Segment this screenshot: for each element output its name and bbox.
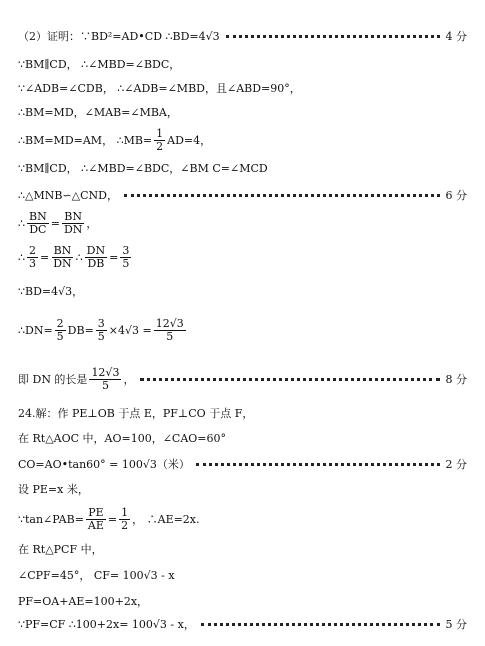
fraction	[85, 245, 107, 269]
line-text: ∵∠ADB=∠CDB， ∴∠ADB=∠MBD，且∠ABD=90°，	[18, 82, 301, 95]
line-text: =	[107, 512, 118, 526]
text-line	[18, 245, 467, 269]
fraction-denominator: 5	[56, 329, 64, 343]
line-text: =	[50, 216, 60, 230]
text-line	[18, 104, 467, 120]
text-line	[18, 367, 467, 391]
line-text: ∵BD=4√3，	[18, 285, 84, 298]
fraction-numerator: 1	[121, 506, 129, 519]
line-text: ∵BM∥CD， ∴∠MBD=∠BDC，	[18, 58, 181, 71]
fraction-numerator: 3	[97, 317, 105, 330]
score-label: 8 分	[445, 373, 467, 387]
fraction	[89, 367, 121, 391]
fraction-denominator: 2	[121, 518, 129, 532]
line-text: 设 PE=x 米，	[18, 483, 89, 496]
line-text: ∵tan∠PAB=	[18, 512, 84, 526]
fraction-denominator: 5	[101, 378, 109, 392]
fraction-numerator: BN	[64, 210, 83, 223]
score-label: 5 分	[445, 618, 467, 631]
line-text: ，	[86, 217, 98, 231]
line-text: ∠CPF=45°， CF= 100√3 - x	[18, 569, 175, 582]
dot-leader	[124, 194, 440, 197]
text-line	[18, 405, 467, 421]
text-line	[18, 430, 467, 446]
line-text: ∴	[18, 250, 25, 264]
line-text: ， ∴AE=2x.	[132, 513, 200, 527]
text-line	[18, 481, 467, 497]
text-line	[18, 56, 467, 72]
fraction	[120, 245, 131, 269]
fraction	[96, 318, 107, 342]
line-text: 24.解：作 PE⊥OB 于点 E，PF⊥CO 于点 F，	[18, 407, 254, 420]
line-text: AD=4，	[167, 134, 212, 148]
text-line	[18, 616, 467, 632]
text-line	[18, 283, 467, 299]
score-label: 4 分	[445, 30, 467, 43]
fraction-numerator: 1	[156, 127, 164, 140]
fraction-numerator: DN	[86, 244, 106, 257]
text-line	[18, 541, 467, 557]
text-line	[18, 456, 467, 472]
line-text: ∵PF=CF ∴100+2x= 100√3 - x，	[18, 618, 195, 631]
text-line	[18, 567, 467, 583]
fraction-numerator: 12√3	[155, 317, 184, 330]
line-text: （2）证明：∵BD²=AD•CD ∴BD=4√3	[18, 30, 220, 43]
fraction-denominator: DN	[53, 256, 72, 270]
fraction	[62, 211, 84, 235]
fraction-numerator: 3	[122, 244, 130, 257]
fraction-denominator: AE	[87, 518, 104, 532]
line-text: CO=AO•tan60° = 100√3（米）	[18, 458, 190, 471]
line-text: ∴	[75, 250, 83, 264]
dot-leader	[201, 623, 440, 626]
fraction-numerator: 12√3	[91, 366, 120, 379]
fraction-numerator: PE	[88, 506, 104, 519]
fraction	[55, 318, 66, 342]
fraction-numerator: BN	[29, 210, 47, 223]
text-line	[18, 160, 467, 176]
text-line	[18, 187, 467, 203]
text-line	[18, 507, 467, 531]
line-text: ∴	[18, 216, 25, 230]
text-line	[18, 128, 467, 152]
text-line	[18, 593, 467, 609]
line-text: ∵BM∥CD， ∴∠MBD=∠BDC，∠BM C=∠MCD	[18, 162, 268, 175]
fraction	[119, 507, 130, 531]
fraction	[154, 128, 165, 152]
fraction-denominator: DB	[87, 256, 105, 270]
line-text: =	[40, 250, 50, 264]
dot-leader	[226, 35, 440, 38]
fraction-denominator: 5	[122, 256, 130, 270]
fraction	[27, 245, 38, 269]
line-text: ，	[123, 373, 135, 387]
fraction	[27, 211, 49, 235]
fraction-denominator: 5	[97, 329, 105, 343]
line-text: ∴BM=MD=AM， ∴MB=	[18, 134, 153, 148]
fraction-denominator: 5	[166, 329, 174, 343]
fraction-numerator: 2	[29, 244, 36, 257]
text-line	[18, 211, 467, 235]
line-text: =	[109, 250, 119, 264]
line-text: ∴△MNB∽△CND，	[18, 189, 118, 202]
line-text: PF=OA+AE=100+2x，	[18, 595, 149, 608]
line-text: ×4√3 =	[108, 323, 152, 337]
dot-leader	[140, 378, 439, 381]
line-text: ∴DN=	[18, 323, 53, 337]
fraction	[51, 245, 73, 269]
fraction	[86, 507, 106, 531]
fraction-denominator: DN	[63, 222, 83, 236]
fraction-denominator: 2	[156, 139, 164, 153]
line-text: ∴BM=MD，∠MAB=∠MBA，	[18, 106, 178, 119]
text-line	[18, 80, 467, 96]
fraction	[154, 318, 186, 342]
text-line	[18, 28, 467, 44]
text-line	[18, 318, 467, 342]
dot-leader	[196, 463, 440, 466]
line-text: 在 Rt△AOC 中，AO=100，∠CAO=60°	[18, 432, 227, 445]
fraction-numerator: BN	[53, 244, 72, 257]
line-text: 在 Rt△PCF 中，	[18, 543, 103, 556]
line-text: 即 DN 的长是	[18, 373, 88, 387]
fraction-denominator: DC	[29, 222, 47, 236]
score-label: 2 分	[445, 458, 467, 471]
score-label: 6 分	[445, 189, 467, 202]
fraction-numerator: 2	[56, 317, 64, 330]
line-text: DB=	[67, 323, 94, 337]
fraction-denominator: 3	[29, 256, 36, 270]
